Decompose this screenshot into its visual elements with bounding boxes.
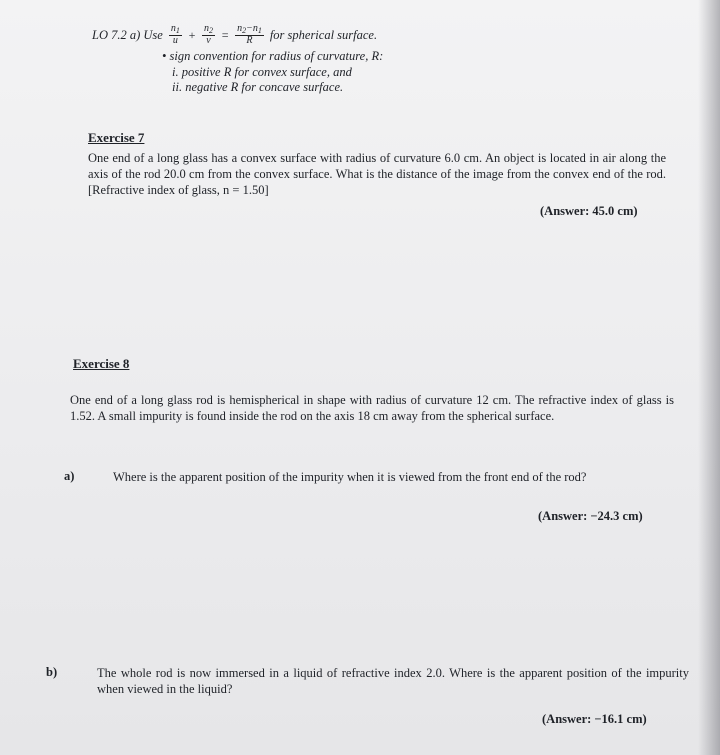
- part-a-label: a): [64, 469, 75, 483]
- formula-line: [92, 24, 383, 47]
- convention-item-i: i. positive R for convex surface, and: [172, 64, 352, 79]
- fraction-n1-over-u: [169, 24, 182, 47]
- exercise-7-title: Exercise 7: [88, 130, 145, 145]
- equals-sign: =: [220, 27, 230, 42]
- exercise-7-text: One end of a long glass has a convex surface with radius of curvature 6.0 cm. An object is located in air along the axis of the rod 20.0 cm from the convex surface. What is the distance of the image from the convex end of the rod. [Refractive index of glass, n = 1.50]: [88, 151, 666, 197]
- u-symbol: u: [172, 35, 178, 47]
- exercise-8-text: One end of a long glass rod is hemispherical in shape with radius of curvature 12 cm. The refractive index of glass is 1.52. A small impurity is found inside the rod on the axis 18 cm away from the spherical surface.: [70, 393, 674, 423]
- n2-subscript: 2: [208, 26, 213, 35]
- rhs-n1-subscript: 1: [257, 26, 262, 35]
- n1-symbol: n: [170, 23, 176, 34]
- r-symbol: R: [246, 35, 253, 47]
- part-b-text: The whole rod is now immersed in a liquid of refractive index 2.0. Where is the apparent position of the impurity when viewed in the liquid?: [97, 666, 689, 696]
- learning-outcome-block: [92, 24, 383, 96]
- rhs-n1-symbol: n: [252, 23, 258, 34]
- part-b-label: b): [46, 665, 58, 679]
- fraction-n2-over-v: [202, 24, 215, 47]
- exercise-8-title: Exercise 8: [73, 356, 130, 371]
- v-symbol: v: [206, 35, 211, 47]
- exercise-7-answer: (Answer: 45.0 cm): [540, 204, 638, 218]
- minus-sign: −: [246, 23, 253, 34]
- part-b-answer: (Answer: −16.1 cm): [542, 712, 647, 726]
- n2-symbol: n: [203, 23, 209, 34]
- part-a-answer: (Answer: −24.3 cm): [538, 509, 643, 523]
- plus-sign: +: [187, 27, 196, 42]
- convention-item-ii: ii. negative R for concave surface.: [172, 80, 344, 95]
- rhs-n2-symbol: n: [237, 23, 243, 34]
- rhs-n2-subscript: 2: [242, 26, 247, 35]
- n1-subscript: 1: [175, 26, 180, 35]
- part-a-text: Where is the apparent position of the impurity when it is viewed from the front end of the rod?: [113, 470, 587, 484]
- fraction-rhs: [235, 24, 264, 47]
- sign-convention: • sign convention for radius of curvature, R:: [162, 48, 384, 63]
- lo-suffix: for spherical surface.: [269, 27, 378, 42]
- lo-prefix: LO 7.2 a) Use: [92, 27, 163, 42]
